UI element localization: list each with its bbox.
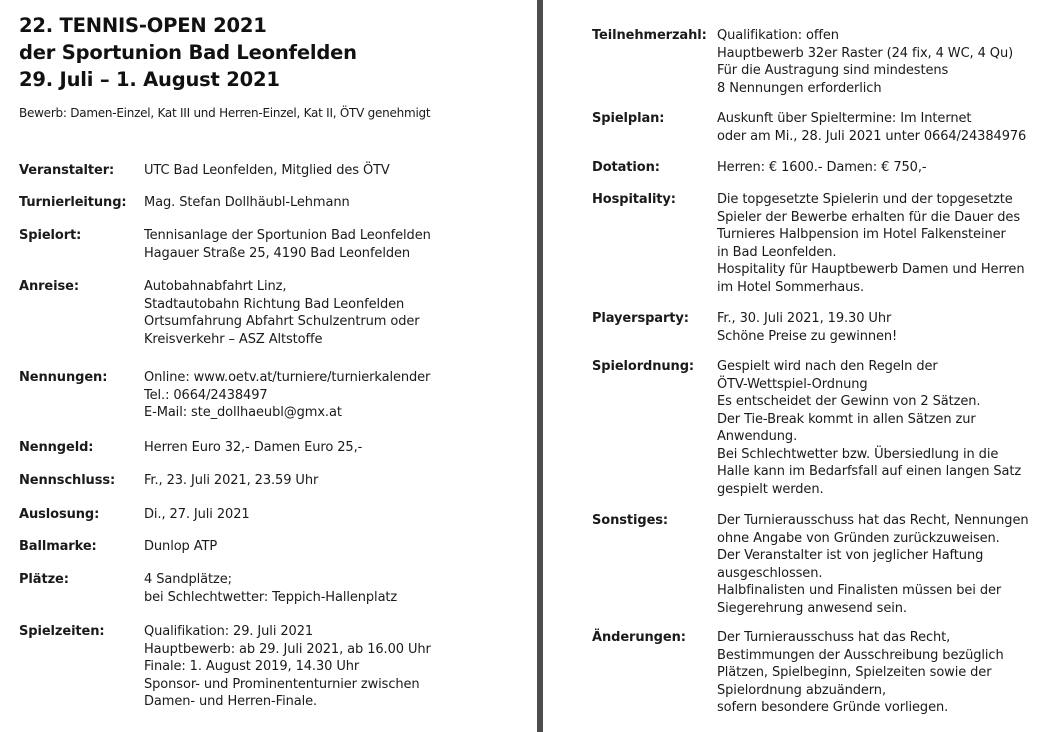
right-page (548, 0, 1062, 732)
entry-value-line: Di., 27. Juli 2021 (144, 507, 250, 522)
entry-label: Hospitality: (592, 192, 676, 207)
entry-value-line: 4 Sandplätze; (144, 572, 232, 587)
entry-label: Nennungen: (19, 370, 108, 385)
entry-value-line: Der Tie-Break kommt in allen Sätzen zur (717, 411, 976, 427)
entry-value (144, 369, 430, 422)
entry-value-line: Der Turnierausschuss hat das Recht, Nennungen (717, 513, 1029, 528)
entry-value-line: Turnieres Halbpension im Hotel Falkensteiner (717, 227, 1006, 242)
entry-value-line: Hauptbewerb 32er Raster (24 fix, 4 WC, 4 Qu) (717, 45, 1014, 61)
entry-value (144, 439, 362, 457)
entry-value-line: Anwendung. (717, 429, 798, 444)
entry-value-line: Herren Euro 32,- Damen Euro 25,- (144, 440, 363, 455)
entry-label: Spielordnung: (592, 359, 695, 374)
entry-value-line: Auskunft über Spieltermine: Im Internet (717, 111, 972, 126)
entry-value-line: Qualifikation: 29. Juli 2021 (144, 624, 314, 639)
entry-label: Auslosung: (19, 507, 100, 522)
entry-value-line: Der Veranstalter ist von jeglicher Haftung (717, 548, 984, 563)
entry-value-line: bei Schlechtwetter: Teppich-Hallenplatz (144, 589, 398, 605)
entry-value (144, 571, 397, 606)
entry-value-line: Schöne Preise zu gewinnen! (717, 328, 898, 344)
entry-value-line: Autobahnabfahrt Linz, (144, 279, 287, 294)
entry-value-line: ohne Angabe von Gründen zurückzuweisen. (717, 530, 1000, 546)
entry-value-line: Tel.: 0664/2438497 (144, 387, 268, 403)
entry-value-line: ÖTV-Wettspiel-Ordnung (717, 376, 868, 392)
entry-label: Playersparty: (592, 311, 689, 326)
entry-value (717, 191, 1024, 296)
entry-value-line: Hauptbewerb: ab 29. Juli 2021, ab 16.00 Uhr (144, 641, 431, 657)
entry-value-line: Herren: € 1600.- Damen: € 750,- (717, 160, 927, 175)
entry-value-line: Fr., 30. Juli 2021, 19.30 Uhr (717, 311, 892, 326)
entry-value-line: Halbfinalisten und Finalisten müssen bei der (717, 583, 1002, 598)
entry-label: Plätze: (19, 572, 69, 587)
entry-value-line: Bestimmungen der Ausschreibung bezüglich (717, 647, 1004, 663)
entry-value-line: Hospitality für Hauptbewerb Damen und Herren (717, 262, 1025, 277)
entry-value-line: Stadtautobahn Richtung Bad Leonfelden (144, 296, 405, 312)
entry-value (144, 162, 390, 180)
entry-value-line: Die topgesetzte Spielerin und der topgesetzte (717, 192, 1013, 207)
entry-value-line: sofern besondere Gründe vorliegen. (717, 700, 949, 715)
entry-value-line: im Hotel Sommerhaus. (717, 279, 864, 295)
entry-value-line: oder am Mi., 28. Juli 2021 unter 0664/24384976 (717, 128, 1027, 144)
entry-label: Teilnehmerzahl: (592, 28, 707, 43)
entry-value (717, 159, 926, 177)
entry-value (717, 310, 897, 345)
entry-label: Änderungen: (592, 630, 686, 645)
entry-value-line: Es entscheidet der Gewinn von 2 Sätzen. (717, 394, 981, 409)
entry-value-line: Spieler der Bewerbe erhalten für die Dauer des (717, 209, 1021, 225)
entry-value-line: Sponsor- und Prominententurnier zwischen (144, 676, 420, 692)
title-line-1: 22. TENNIS-OPEN 2021 (19, 14, 267, 37)
entry-value (144, 506, 250, 524)
entry-label: Dotation: (592, 160, 660, 175)
entry-value-line: Hagauer Straße 25, 4190 Bad Leonfelden (144, 245, 411, 261)
entry-value (144, 538, 217, 556)
entry-value (144, 278, 420, 348)
entry-value-line: Finale: 1. August 2019, 14.30 Uhr (144, 659, 360, 674)
entry-value-line: Tennisanlage der Sportunion Bad Leonfelden (144, 228, 431, 243)
entry-label: Veranstalter: (19, 163, 115, 178)
entry-label: Nennschluss: (19, 473, 116, 488)
entry-label: Spielort: (19, 228, 82, 243)
entry-value-line: Halle kann im Bedarfsfall auf einen langen Satz (717, 464, 1022, 479)
entry-value-line: Kreisverkehr – ASZ Altstoffe (144, 331, 323, 347)
entry-value-line: in Bad Leonfelden. (717, 244, 837, 260)
entry-value (717, 512, 1028, 617)
entry-value-line: 8 Nennungen erforderlich (717, 80, 882, 96)
entry-value-line: Online: www.oetv.at/turniere/turnierkalender (144, 370, 431, 385)
entry-value-line: UTC Bad Leonfelden, Mitglied des ÖTV (144, 163, 390, 178)
page-divider (537, 0, 543, 732)
entry-value (717, 110, 1026, 145)
entry-value-line: gespielt werden. (717, 481, 824, 497)
entry-value-line: Ortsumfahrung Abfahrt Schulzentrum oder (144, 314, 420, 329)
entry-value-line: Gespielt wird nach den Regeln der (717, 359, 938, 374)
entry-value-line: Für die Austragung sind mindestens (717, 63, 949, 78)
entry-label: Nenngeld: (19, 440, 94, 455)
entry-value-line: Plätzen, Spielbeginn, Spielzeiten sowie der (717, 665, 992, 680)
entry-value-line: Der Turnierausschuss hat das Recht, (717, 630, 951, 645)
entry-value-line: Siegerehrung anwesend sein. (717, 600, 907, 616)
title-line-2: der Sportunion Bad Leonfelden (19, 41, 357, 64)
entry-value-line: Qualifikation: offen (717, 28, 839, 43)
entry-value-line: Spielordnung abzuändern, (717, 682, 886, 698)
entry-label: Spielplan: (592, 111, 665, 126)
entry-label: Sonstiges: (592, 513, 669, 528)
entry-label: Ballmarke: (19, 539, 97, 554)
entry-value (144, 623, 431, 711)
entry-value-line: Mag. Stefan Dollhäubl-Lehmann (144, 195, 350, 210)
page-gutter (532, 0, 548, 732)
entry-value-line: Bei Schlechtwetter bzw. Übersiedlung in die (717, 446, 999, 462)
entry-value-line: Fr., 23. Juli 2021, 23.59 Uhr (144, 473, 319, 488)
entry-value (144, 472, 318, 490)
entry-value (144, 227, 431, 262)
entry-label: Turnierleitung: (19, 195, 127, 210)
entry-value-line: Damen- und Herren-Finale. (144, 694, 318, 709)
entry-value-line: E-Mail: ste_dollhaeubl@gmx.at (144, 405, 342, 420)
entry-value (144, 194, 350, 212)
entry-label: Anreise: (19, 279, 79, 294)
entry-value (717, 629, 1004, 717)
entry-value (717, 27, 1013, 97)
entry-label: Spielzeiten: (19, 624, 105, 639)
entry-value-line: Dunlop ATP (144, 539, 218, 554)
entry-value-line: ausgeschlossen. (717, 565, 823, 581)
entry-value (717, 358, 1021, 498)
title-line-3: 29. Juli – 1. August 2021 (19, 68, 280, 91)
competition-subtitle: Bewerb: Damen-Einzel, Kat III und Herren-Einzel, Kat II, ÖTV genehmigt (19, 106, 431, 120)
